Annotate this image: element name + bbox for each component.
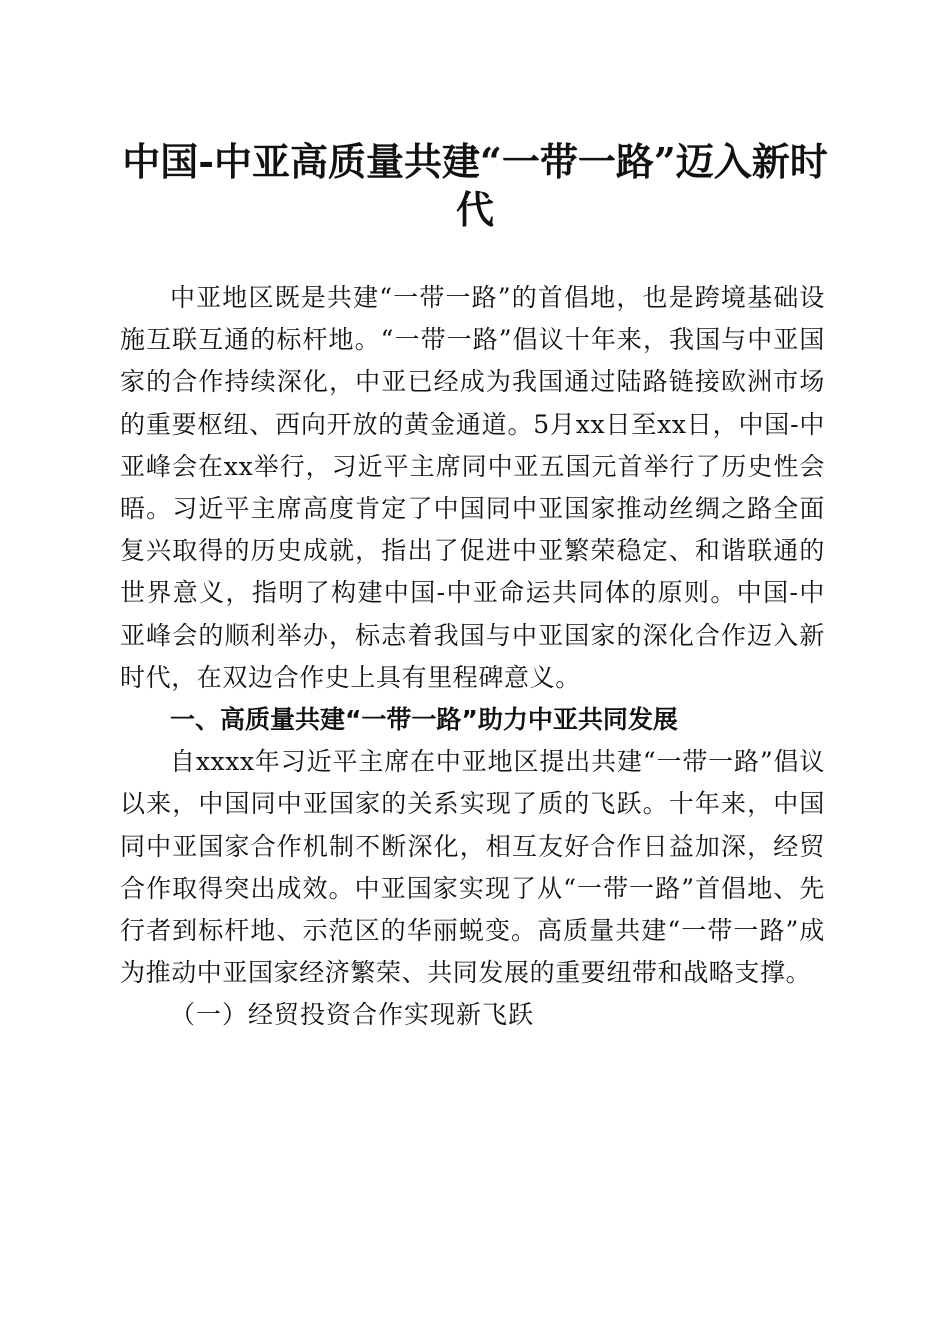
section-heading-1: 一、高质量共建“一带一路”助力中亚共同发展	[170, 705, 678, 735]
document-body	[120, 277, 825, 1037]
intro-paragraph: 中亚地区既是共建“一带一路”的首倡地，也是跨境基础设施互联互通的标杆地。“一带一路”倡议十年来，我国与中亚国家的合作持续深化，中亚已经成为我国通过陆路链接欧洲市场的重要枢纽、西向开放的黄金通道。5月xx日至xx日，中国-中亚峰会在xx举行，习近平主席同中亚五国元首举行了历史性会晤。习近平主席高度肯定了中国同中亚国家推动丝绸之路全面复兴取得的历史成就，指出了促进中亚繁荣稳定、和谐联通的世界意义，指明了构建中国-中亚命运共同体的原则。中国-中亚峰会的顺利举办，标志着我国与中亚国家的深化合作迈入新时代，在双边合作史上具有里程碑意义。	[120, 283, 825, 692]
document-title: 中国-中亚高质量共建“一带一路”迈入新时代	[122, 139, 828, 232]
subsection-heading-1: （一）经贸投资合作实现新飞跃	[170, 1000, 535, 1030]
section-1-paragraph: 自xxxx年习近平主席在中亚地区提出共建“一带一路”倡议以来，中国同中亚国家的关系实现了质的飞跃。十年来，中国同中亚国家合作机制不断深化，相互友好合作日益加深，经贸合作取得突出成效。中亚国家实现了从“一带一路”首倡地、先行者到标杆地、示范区的华丽蜕变。高质量共建“一带一路”成为推动中亚国家经济繁荣、共同发展的重要纽带和战略支撑。	[120, 747, 825, 988]
